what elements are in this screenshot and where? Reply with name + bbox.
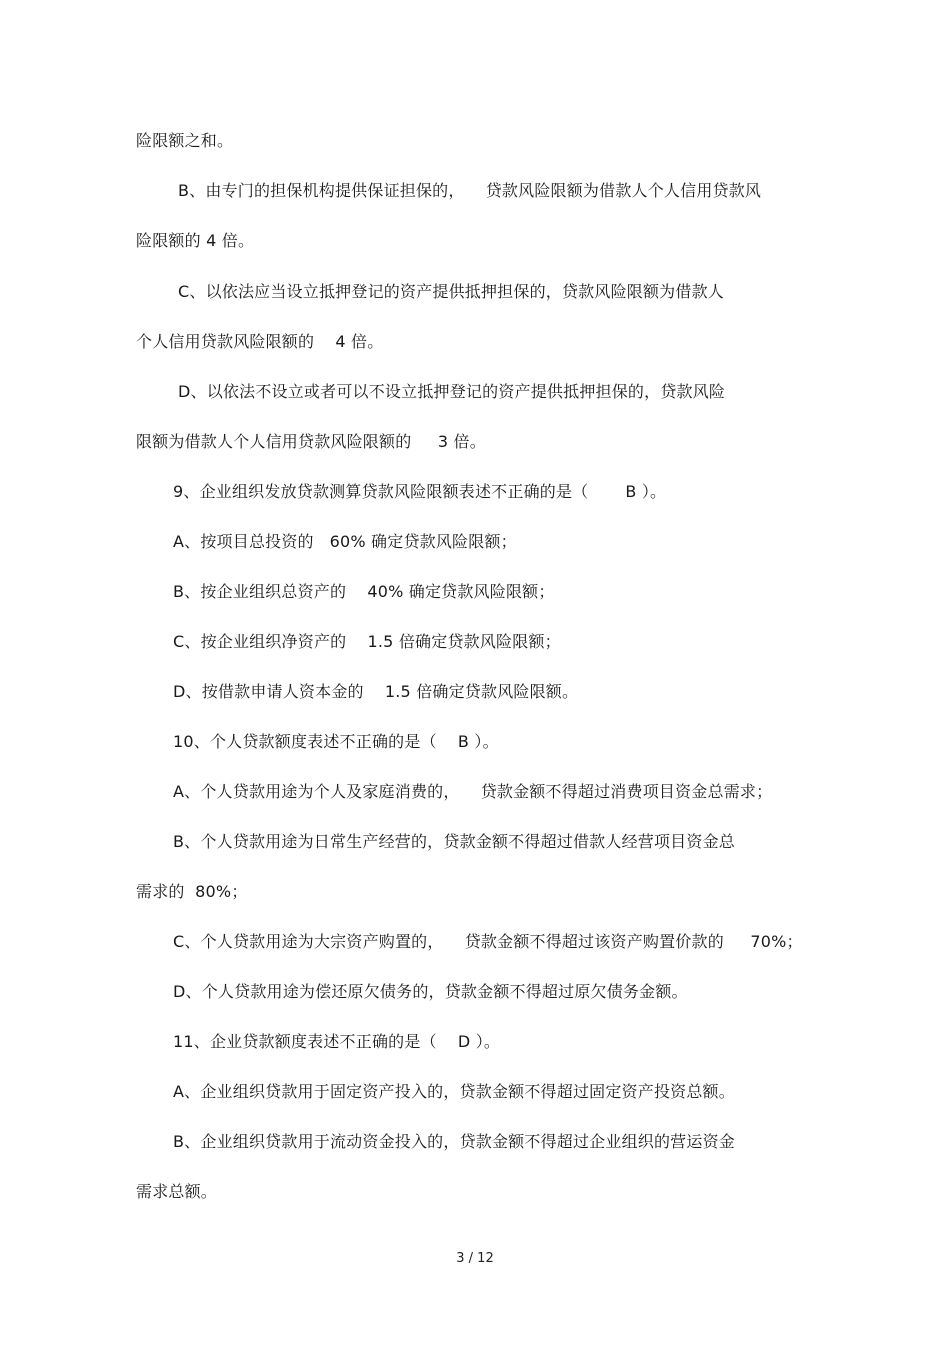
text-line: C、以依法应当设立抵押登记的资产提供抵押担保的，贷款风险限额为借款人 (178, 282, 724, 301)
option-b: B、个人贷款用途为日常生产经营的，贷款金额不得超过借款人经营项目资金总 (173, 832, 735, 851)
text-line: 险限额的 4 倍。 (136, 231, 255, 250)
page-number: 3 / 12 (456, 1251, 494, 1266)
text-line: 需求的 80%； (136, 882, 248, 901)
option-b: B、按企业组织总资产的 40% 确定贷款风险限额； (173, 582, 555, 601)
text-line: 险限额之和。 (136, 131, 234, 150)
question-10: 10、个人贷款额度表述不正确的是（ B ）。 (173, 732, 499, 751)
option-a: A、按项目总投资的 60% 确定贷款风险限额； (173, 532, 517, 551)
option-d: D、按借款申请人资本金的 1.5 倍确定贷款风险限额。 (173, 682, 579, 701)
text-line: D、以依法不设立或者可以不设立抵押登记的资产提供抵押担保的，贷款风险 (178, 382, 726, 401)
option-a: A、个人贷款用途为个人及家庭消费的， 贷款金额不得超过消费项目资金总需求； (173, 782, 773, 801)
question-11: 11、企业贷款额度表述不正确的是（ D ）。 (173, 1032, 501, 1051)
option-a: A、企业组织贷款用于固定资产投入的，贷款金额不得超过固定资产投资总额。 (173, 1082, 735, 1101)
option-c: C、按企业组织净资产的 1.5 倍确定贷款风险限额； (173, 632, 561, 651)
option-b: B、企业组织贷款用于流动资金投入的，贷款金额不得超过企业组织的营运资金 (173, 1132, 735, 1151)
text-line: B、由专门的担保机构提供保证担保的， 贷款风险限额为借款人个人信用贷款风 (178, 181, 762, 200)
text-line: 需求总额。 (136, 1182, 218, 1201)
text-line: 限额为借款人个人信用贷款风险限额的 3 倍。 (136, 432, 486, 451)
option-d: D、个人贷款用途为偿还原欠债务的，贷款金额不得超过原欠债务金额。 (173, 982, 688, 1001)
question-9: 9、企业组织发放贷款测算贷款风险限额表述不正确的是（ B ）。 (173, 482, 667, 501)
text-line: 个人信用贷款风险限额的 4 倍。 (136, 332, 384, 351)
option-c: C、个人贷款用途为大宗资产购置的， 贷款金额不得超过该资产购置价款的 70%； (173, 932, 803, 951)
